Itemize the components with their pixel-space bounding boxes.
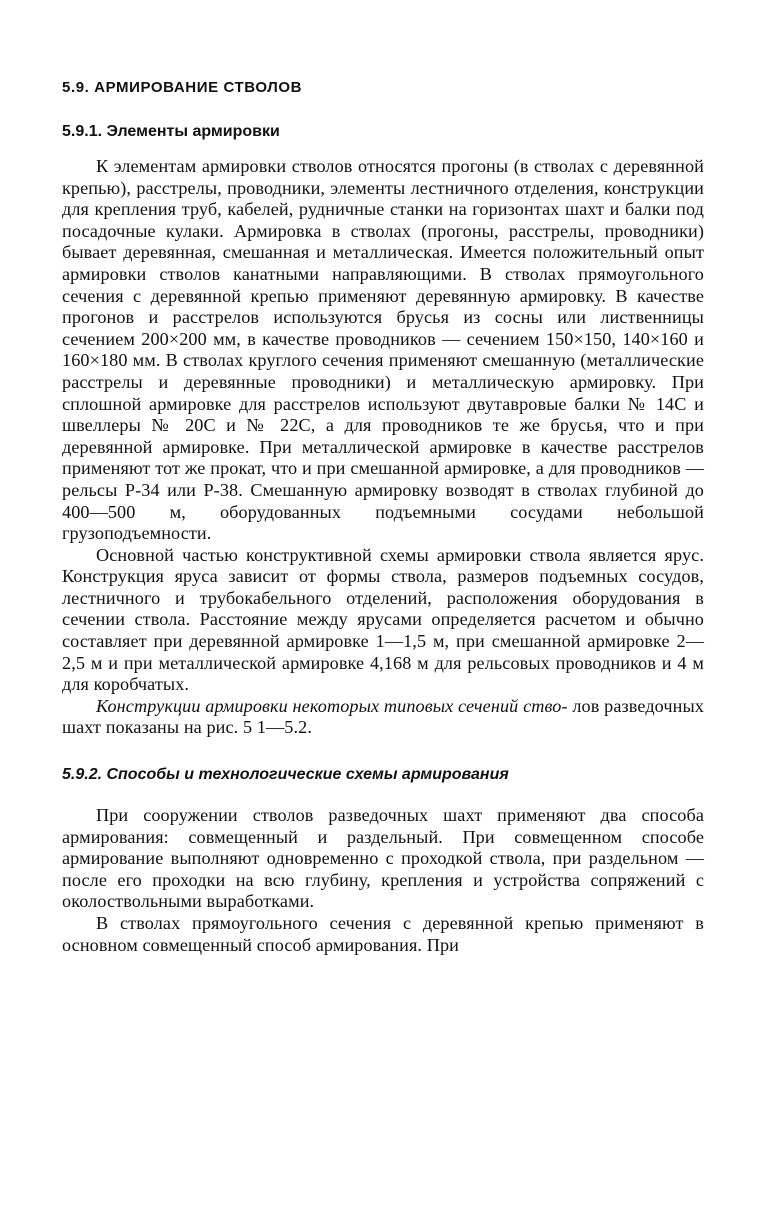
document-page: [62, 78, 704, 956]
section-title: 5.9. АРМИРОВАНИЕ СТВОЛОВ: [62, 79, 303, 96]
paragraph-methods: При сооружении стволов разведочных шахт применяют два способа армирования: совмещенный и раздельный. При совмещенном способе армирование выполняют одновременно с проходкой ствола, при раздельном — после его проходки на всю глубину, крепления и устройства сопряжений с околоствольными выработками.: [62, 805, 704, 912]
paragraph-figure-reference: [62, 696, 704, 739]
paragraph-figure-reference-lead: Конструкции армировки некоторых типовых сечений ство-: [96, 695, 568, 716]
paragraph-figure-reference-rest: лов разведочных шахт показаны на рис. 5 1—5.2.: [62, 695, 704, 738]
subsection-title-methods: 5.9.2. Способы и технологические схемы армирования: [62, 766, 509, 784]
paragraph-armirovka-elements: К элементам армировки стволов относятся прогоны (в стволах с деревянной крепью), расстрелы, проводники, элементы лестничного отделения, конструкции для крепления труб, кабелей, рудничные станки на горизонтах шахт и балки под посадочные кулаки. Армировка в стволах (прогоны, расстрелы, проводники) бывает деревянная, смешанная и металлическая. Имеется положительный опыт армировки стволов канатными направляющими. В стволах прямоугольного сечения с деревянной крепью применяют деревянную армировку. В качестве прогонов и расстрелов используются брусья из сосны или лиственницы сечением 200×200 мм, в качестве проводников — сечением 150×150, 140×160 и 160×180 мм. В стволах круглого сечения применяют смешанную (металлические расстрелы и деревянные проводники) и металлическую армировку. При сплошной армировке для расстрелов используют двутавровые балки № 14С и швеллеры № 20С и № 22С, а для проводников те же брусья, что и при деревянной армировке. При металлической армировке в качестве расстрелов применяют тот же прокат, что и при смешанной армировке, а для проводников — рельсы Р-34 или Р-38. Смешанную армировку возводят в стволах глубиной до 400—500 м, оборудованных подъемными сосудами небольшой грузоподъемности.: [62, 156, 704, 544]
subsection-title-elements: 5.9.1. Элементы армировки: [62, 123, 280, 140]
paragraph-rectangular-shafts: В стволах прямоугольного сечения с деревянной крепью применяют в основном совмещенный способ армирования. При: [62, 913, 704, 955]
paragraph-yarus: Основной частью конструктивной схемы армировки ствола является ярус. Конструкция яруса зависит от формы ствола, размеров подъемных сосудов, лестничного и трубокабельного отделений, расположения оборудования в сечении ствола. Расстояние между ярусами определяется расчетом и обычно составляет при деревянной армировке 1—1,5 м, при смешанной армировке 2—2,5 м и при металлической армировке 4,168 м для рельсовых проводников и 4 м для коробчатых.: [62, 544, 704, 695]
